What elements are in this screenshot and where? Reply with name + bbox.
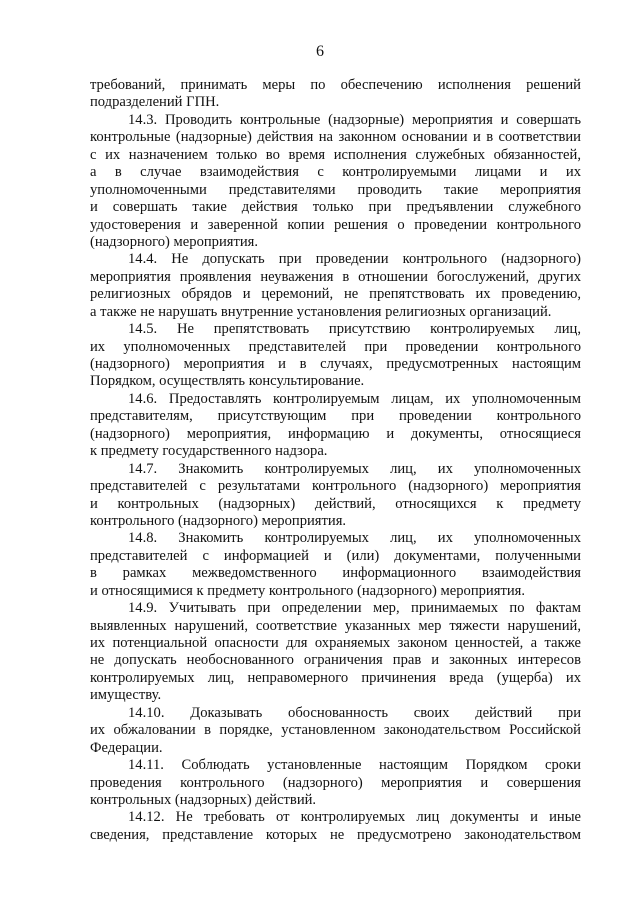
text-line: контрольных (надзорных) действий. (90, 791, 317, 808)
text-line: и совершать такие действия только при предъявлении служебного (90, 199, 581, 216)
text-line: контрольные (надзорные) действия на законном основании и в соответствии (90, 129, 581, 146)
text-line: уполномоченными представителями проводить такие мероприятия (90, 181, 581, 198)
page-number: 6 (316, 43, 324, 60)
text-line: контролируемых лиц, неправомерного причинения вреда (ущерба) их (90, 669, 581, 686)
text-line: удостоверения и заверенной копии решения о проведении контрольного (90, 216, 581, 233)
text-line: (надзорного) мероприятия и в случаях, предусмотренных настоящим (90, 356, 581, 372)
text-line: представителей с результатами контрольного (надзорного) мероприятия (90, 478, 581, 495)
text-line: не допускать необоснованного ограничения прав и законных интересов (90, 652, 581, 669)
text-line: 14.7. Знакомить контролируемых лиц, их уполномоченных (128, 460, 581, 477)
text-line: мероприятия проявления неуважения в отношении богослужений, других (90, 268, 581, 285)
text-line: в рамках межведомственного информационного взаимодействия (90, 565, 581, 582)
text-line: подразделений ГПН. (90, 94, 220, 111)
text-line: 14.4. Не допускать при проведении контрольного (надзорного) (128, 251, 581, 268)
text-line: 14.11. Соблюдать установленные настоящим Порядком сроки (128, 757, 581, 774)
text-line: к предмету государственного надзора. (90, 443, 328, 460)
text-line: и относящимися к предмету контрольного (надзорного) мероприятия. (90, 582, 525, 599)
text-line: а также не нарушать внутренние установления религиозных организаций. (90, 303, 552, 320)
text-line: религиозных обрядов и церемоний, не препятствовать их проведению, (90, 286, 581, 303)
text-line: (надзорного) мероприятия, информацию и документы, относящиеся (90, 425, 581, 442)
text-line: сведения, представление которых не предусмотрено законодательством (90, 826, 581, 843)
text-line: контрольного (надзорного) мероприятия. (90, 512, 347, 529)
text-line: 14.3. Проводить контрольные (надзорные) мероприятия и совершать (128, 111, 581, 128)
text-line: 14.6. Предоставлять контролируемым лицам, их уполномоченным (128, 390, 581, 407)
text-line: 14.12. Не требовать от контролируемых лиц документы и иные (128, 809, 581, 826)
text-line: их потенциальной опасности для охраняемых законом ценностей, а также (90, 635, 581, 651)
text-line: (надзорного) мероприятия. (90, 233, 259, 250)
document-body (90, 77, 581, 844)
text-line: с их назначением только во время исполнения служебных обязанностей, (90, 146, 581, 163)
text-line: представителям, присутствующим при проведении контрольного (90, 408, 581, 425)
text-line: требований, принимать меры по обеспечению исполнения решений (90, 77, 581, 93)
text-line: а в случае взаимодействия с контролируемыми лицами и их (90, 164, 581, 181)
text-line: 14.9. Учитывать при определении мер, принимаемых по фактам (128, 600, 581, 617)
text-line: 14.8. Знакомить контролируемых лиц, их уполномоченных (128, 530, 581, 547)
text-line: Порядком, осуществлять консультирование. (90, 373, 365, 390)
text-line: выявленных нарушений, соответствие указанных мер тяжести нарушений, (90, 617, 581, 634)
text-line: и контрольных (надзорных) действий, относящихся к предмету (90, 495, 581, 512)
text-line: их уполномоченных представителей при проведении контрольного (90, 338, 581, 355)
text-line: 14.5. Не препятствовать присутствию контролируемых лиц, (128, 321, 581, 338)
text-line: 14.10. Доказывать обоснованность своих действий при (128, 704, 581, 721)
text-line: их обжаловании в порядке, установленном законодательством Российской (90, 722, 581, 739)
text-line: имуществу. (90, 687, 162, 704)
text-line: проведения контрольного (надзорного) мероприятия и совершения (90, 774, 581, 791)
text-line: представителей с информацией и (или) документами, полученными (90, 547, 581, 564)
text-line: Федерации. (90, 739, 163, 756)
